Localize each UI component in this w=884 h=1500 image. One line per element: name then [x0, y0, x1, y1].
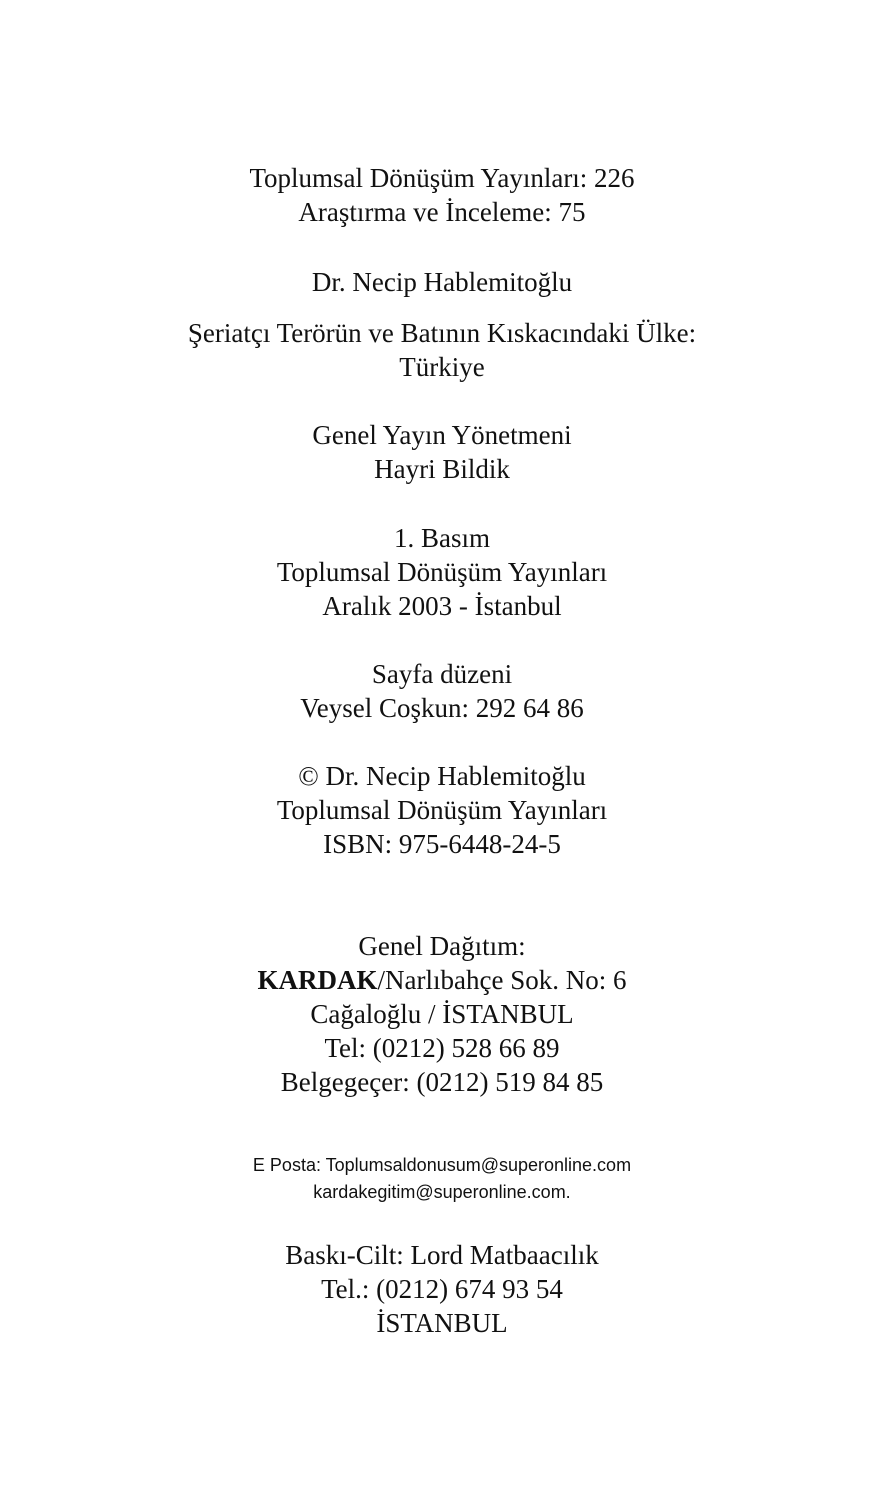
editor-block: [0, 418, 884, 486]
subseries-line: Araştırma ve İnceleme: 75: [298, 197, 586, 227]
series-line: Toplumsal Dönüşüm Yayınları: 226: [249, 163, 635, 193]
author-name: Dr. Necip Hablemitoğlu: [311, 267, 573, 297]
edition-block: [0, 521, 884, 623]
author-block: [0, 265, 884, 299]
printer-city: İSTANBUL: [376, 1308, 508, 1338]
copyright-publisher: Toplumsal Dönüşüm Yayınları: [276, 795, 608, 825]
email-block: [0, 1152, 884, 1206]
distribution-city: Cağaloğlu / İSTANBUL: [310, 999, 574, 1029]
edition-date-place: Aralık 2003 - İstanbul: [322, 591, 562, 621]
email-line-2: kardakegitim@superonline.com.: [313, 1182, 571, 1202]
distribution-heading: Genel Dağıtım:: [358, 931, 526, 961]
editor-name: Hayri Bildik: [374, 454, 510, 484]
book-title-line-2: Türkiye: [399, 352, 485, 382]
copyright-holder: © Dr. Necip Hablemitoğlu: [298, 761, 586, 791]
copyright-block: [0, 759, 884, 861]
layout-name-phone: Veysel Coşkun: 292 64 86: [300, 693, 584, 723]
distribution-block: [0, 929, 884, 1099]
series-info: [0, 161, 884, 229]
isbn: ISBN: 975-6448-24-5: [323, 829, 561, 859]
distribution-tel: Tel: (0212) 528 66 89: [324, 1033, 560, 1063]
book-title-line-1: Şeriatçı Terörün ve Batının Kıskacındaki Ülke:: [187, 318, 697, 348]
editor-role: Genel Yayın Yönetmeni: [312, 420, 572, 450]
layout-credit: [0, 657, 884, 725]
printing-block: [0, 1238, 884, 1340]
layout-role: Sayfa düzeni: [371, 659, 513, 689]
distribution-company: KARDAK: [257, 965, 378, 995]
printer-name: Baskı-Cilt: Lord Matbaacılık: [285, 1240, 599, 1270]
edition-publisher: Toplumsal Dönüşüm Yayınları: [276, 557, 608, 587]
printer-tel: Tel.: (0212) 674 93 54: [321, 1274, 563, 1304]
distribution-street: /Narlıbahçe Sok. No: 6: [377, 965, 627, 995]
email-line-1: E Posta: Toplumsaldonusum@superonline.com: [252, 1155, 632, 1175]
book-title: [0, 316, 884, 384]
distribution-address: [0, 963, 884, 997]
distribution-fax: Belgegeçer: (0212) 519 84 85: [280, 1067, 604, 1097]
edition-number: 1. Basım: [393, 523, 490, 553]
